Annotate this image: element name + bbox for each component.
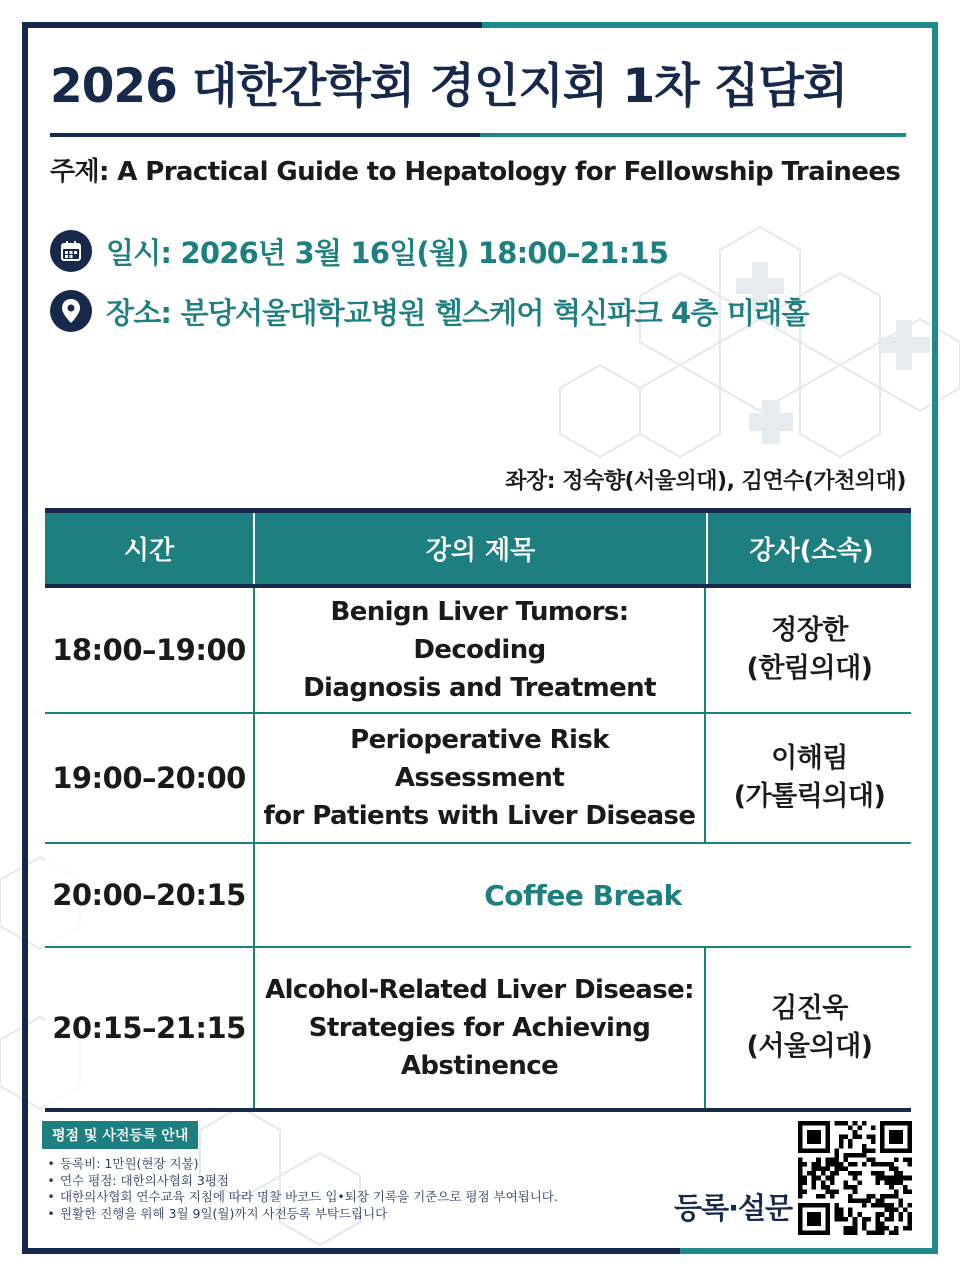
list-item: • 등록비: 1만원(현장 지불) xyxy=(42,1156,558,1173)
lecture-title-line: Abstinence xyxy=(400,1051,559,1081)
coffee-break-label: Coffee Break xyxy=(253,844,911,946)
session-time: 18:00–19:00 xyxy=(52,633,246,667)
lecture-title-line: Perioperative Risk Assessment xyxy=(350,725,609,793)
title-underline xyxy=(50,133,480,137)
lecture-title-line: Strategies for Achieving xyxy=(308,1013,651,1043)
header-speaker: 강사(소속) xyxy=(706,513,915,584)
lecture-title xyxy=(253,588,704,712)
qr-code-icon[interactable] xyxy=(798,1120,912,1236)
speaker xyxy=(704,714,913,842)
table-row-break xyxy=(45,842,911,946)
event-datetime: 일시: 2026년 3월 16일(월) 18:00–21:15 xyxy=(106,235,669,270)
lecture-title xyxy=(253,948,704,1108)
speaker-affiliation: (서울의대) xyxy=(746,1031,873,1062)
border-accent-right xyxy=(932,22,938,1254)
lecture-title-line: Benign Liver Tumors: Decoding xyxy=(330,597,629,665)
lecture-title xyxy=(253,714,704,842)
table-header xyxy=(45,508,911,584)
session-time: 20:00–20:15 xyxy=(52,878,246,912)
speaker-name: 정장한 xyxy=(771,615,848,646)
list-item: • 원활한 진행을 위해 3월 9일(월)까지 사전등록 부탁드립니다 xyxy=(42,1206,558,1223)
date-row xyxy=(50,228,910,274)
notice-heading: 평점 및 사전등록 안내 xyxy=(42,1121,198,1149)
lecture-title-line: Alcohol-Related Liver Disease: xyxy=(265,975,694,1005)
table-row xyxy=(45,584,911,712)
speaker xyxy=(704,588,913,712)
chairpersons: 좌장: 정숙향(서울의대), 김연수(가천의대) xyxy=(505,469,906,494)
location-row xyxy=(50,288,910,334)
border-accent-top xyxy=(482,22,938,28)
table-row xyxy=(45,946,911,1108)
session-time: 20:15–21:15 xyxy=(52,1011,246,1045)
notice-list xyxy=(42,1156,558,1222)
calendar-icon xyxy=(50,230,92,272)
location-pin-icon xyxy=(50,290,92,332)
subject-line: 주제: A Practical Guide to Hepatology for Fellowship Trainees xyxy=(50,157,901,187)
schedule-table xyxy=(45,508,911,1112)
table-row xyxy=(45,712,911,842)
border-accent-bottom xyxy=(680,1248,938,1254)
event-location: 장소: 분당서울대학교병원 헬스케어 혁신파크 4층 미래홀 xyxy=(106,295,809,330)
speaker-name: 이해림 xyxy=(771,743,848,774)
speaker xyxy=(704,948,913,1108)
title-underline-accent xyxy=(480,133,906,137)
registration-label: 등록·설문 xyxy=(674,1191,793,1225)
page-title: 2026 대한간학회 경인지회 1차 집담회 xyxy=(50,59,848,114)
header-time: 시간 xyxy=(123,536,175,566)
lecture-title-line: Diagnosis and Treatment xyxy=(303,673,656,703)
header-lecture-title: 강의 제목 xyxy=(253,513,706,584)
speaker-name: 김진욱 xyxy=(771,993,848,1024)
lecture-title-line: for Patients with Liver Disease xyxy=(263,801,696,831)
speaker-affiliation: (가톨릭의대) xyxy=(733,781,886,812)
speaker-affiliation: (한림의대) xyxy=(746,653,873,684)
session-time: 19:00–20:00 xyxy=(52,761,246,795)
list-item: • 연수 평점: 대한의사협회 3평점 xyxy=(42,1173,558,1190)
list-item: • 대한의사협회 연수교육 지침에 따라 명찰 바코드 입•퇴장 기록을 기준으로 평점 부여됩니다. xyxy=(42,1189,558,1206)
